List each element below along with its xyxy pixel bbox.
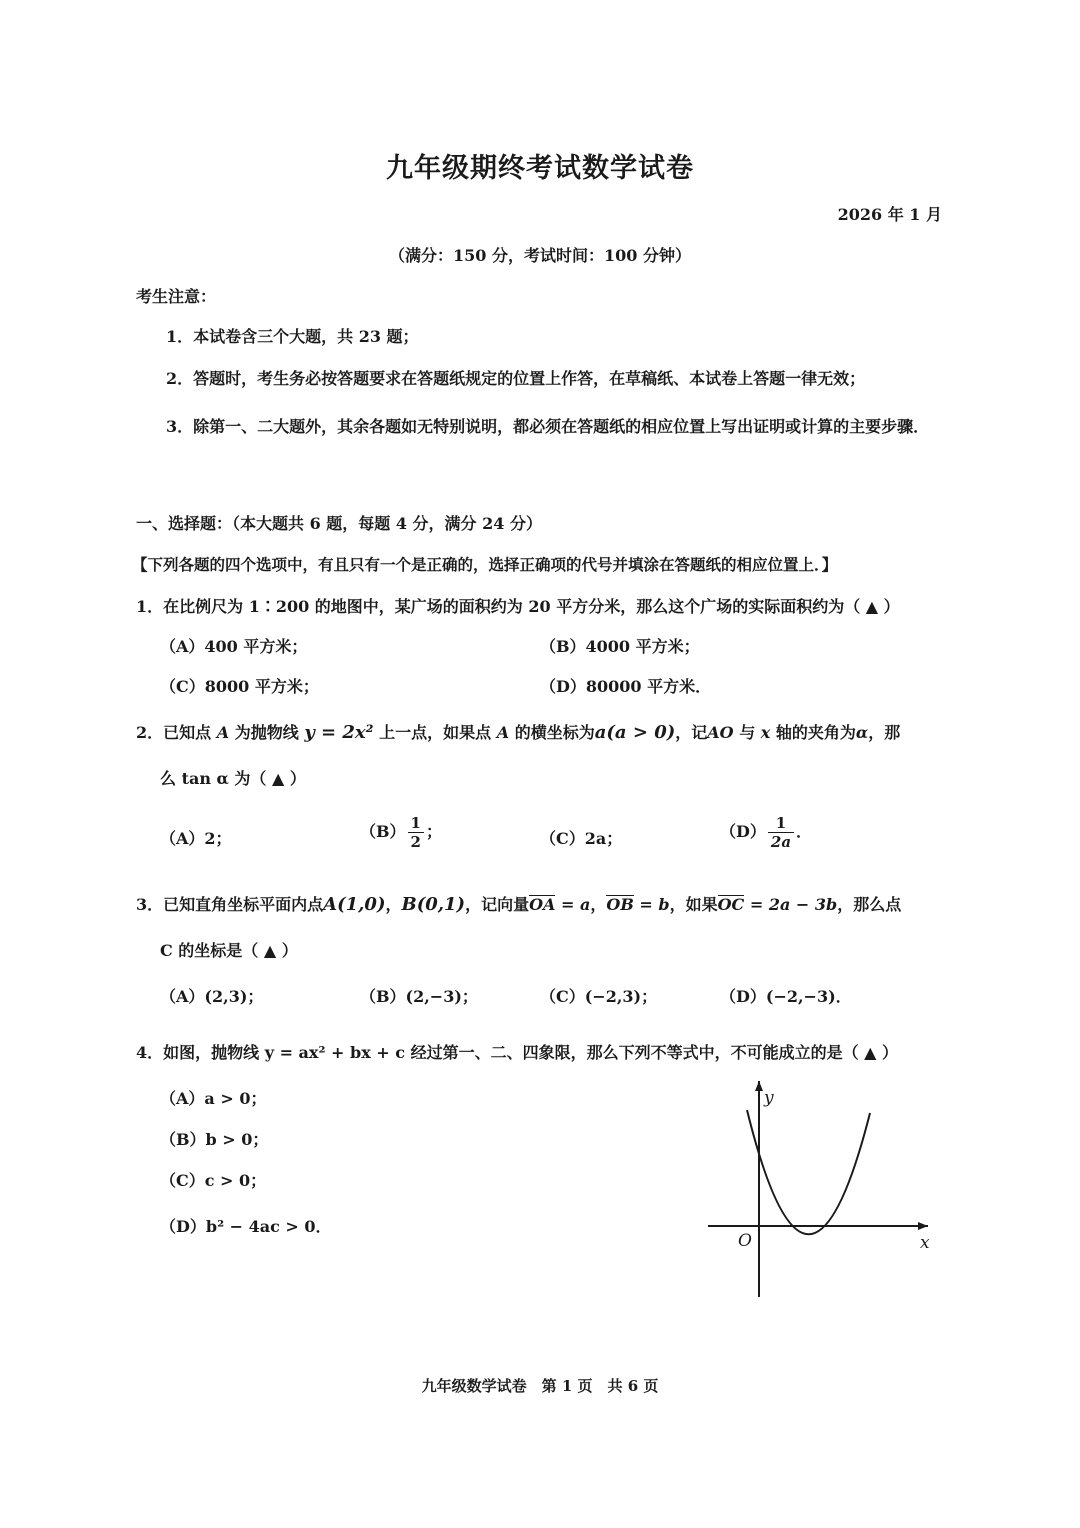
question-3-option-c: （C）(−2,3)； [540, 987, 658, 1006]
x-axis-arrow [918, 1222, 928, 1230]
y-axis-arrow [755, 1081, 763, 1091]
q3-eq-b: = b [639, 895, 670, 914]
question-1-option-c: （C）8000 平方米； [160, 677, 319, 696]
q2-optd-fraction [768, 814, 794, 851]
question-3-option-b: （B）(2,−3)； [360, 987, 478, 1006]
exam-date: 2026 年 1 月 [837, 205, 942, 224]
q2-ao: AO [707, 723, 734, 742]
q2-optb-den: 2 [410, 833, 421, 851]
question-3-text [136, 892, 901, 915]
question-4-option-b: （B）b > 0； [160, 1130, 269, 1149]
question-4-option-a: （A）a > 0； [160, 1089, 267, 1108]
q2-x: x [760, 723, 771, 742]
q2-part7: 轴的夹角为 [775, 723, 856, 742]
q3-part4: ，如果 [669, 895, 718, 914]
q3-part1: 已知直角坐标平面内点 [163, 895, 324, 914]
question-3-line2: C 的坐标是（ ▲ ） [160, 941, 298, 960]
q2-optd-den: 2a [770, 833, 792, 851]
q2-part4: 的横坐标为 [514, 723, 595, 742]
q2-alpha: α [855, 723, 869, 742]
q2-num: 2． [136, 723, 164, 742]
origin-label: O [738, 1231, 752, 1251]
q2-part8: ，那 [868, 723, 901, 742]
question-4-text: 4．如图，抛物线 y = ax² + bx + c 经过第一、二、四象限，那么下列不等式中，不可能成立的是（ ▲ ） [136, 1043, 899, 1062]
question-1-option-b: （B）4000 平方米； [540, 637, 700, 656]
question-2-option-d [720, 814, 812, 851]
q3-vector-oa: OA [529, 895, 556, 914]
q2-optb-fraction [408, 814, 424, 851]
q3-part5: ，那么点 [837, 895, 902, 914]
q2-optd-label: （D） [720, 822, 766, 841]
question-4-option-c: （C）c > 0； [160, 1171, 267, 1190]
q2-part2: 为抛物线 [234, 723, 299, 742]
q3-num: 3． [136, 895, 164, 914]
question-1-text: 1．在比例尺为 1∶200 的地图中，某广场的面积约为 20 平方分米，那么这个广场的实际面积约为（ ▲ ） [136, 597, 900, 616]
q2-point-a-2: A [496, 723, 510, 742]
q2-condition: a(a > 0) [594, 722, 676, 743]
exam-meta: （满分：150 分，考试时间：100 分钟） [389, 246, 691, 265]
parabola-graph [700, 1075, 940, 1305]
question-2-text [136, 720, 900, 743]
q3-vector-oc: OC [717, 895, 745, 914]
question-2-option-a: （A）2； [160, 829, 232, 848]
q3-eq-c: = 2a − 3b [749, 895, 838, 914]
q3-point-b: B(0,1) [401, 894, 466, 915]
q3-point-a: A(1,0) [323, 894, 386, 915]
question-3-option-a: （A）(2,3)； [160, 987, 264, 1006]
parabola-curve [747, 1110, 870, 1234]
q3-sep: ， [385, 895, 402, 914]
question-4-option-d: （D）b² − 4ac > 0． [160, 1217, 332, 1236]
section1-heading: 一、选择题：（本大题共 6 题，每题 4 分，满分 24 分） [136, 514, 542, 533]
question-2-option-b [360, 814, 442, 851]
notice-item-3: 3．除第一、二大题外，其余各题如无特别说明，都必须在答题纸的相应位置上写出证明或计算的主要步骤． [166, 417, 930, 436]
q3-part3: ， [590, 895, 607, 914]
q3-eq-a: = a [561, 895, 591, 914]
exam-title: 九年级期终考试数学试卷 [386, 153, 694, 184]
q2-optd-num: 1 [768, 814, 794, 833]
y-axis-label: y [764, 1088, 774, 1108]
question-1-option-a: （A）400 平方米； [160, 637, 308, 656]
q2-optd-end: ． [796, 822, 813, 841]
q2-optb-num: 1 [408, 814, 424, 833]
notice-item-1: 1．本试卷含三个大题，共 23 题； [166, 327, 419, 346]
q3-part2: ，记向量 [465, 895, 530, 914]
q2-point-a: A [216, 723, 230, 742]
q2-part1: 已知点 [163, 723, 212, 742]
notice-heading: 考生注意： [136, 287, 217, 306]
notice-item-2: 2．答题时，考生务必按答题要求在答题纸规定的位置上作答，在草稿纸、本试卷上答题一律无效； [166, 369, 866, 388]
question-1-option-d: （D）80000 平方米． [540, 677, 712, 696]
question-2-line2: 么 tan α 为（ ▲ ） [160, 769, 306, 788]
q2-optb-end: ； [425, 822, 442, 841]
section1-instruction: 【下列各题的四个选项中，有且只有一个是正确的，选择正确项的代号并填涂在答题纸的相应位置上．】 [132, 555, 838, 574]
q2-parabola-eq: y = 2x² [304, 722, 374, 743]
q2-part5: ，记 [675, 723, 708, 742]
q3-vector-ob: OB [606, 895, 634, 914]
q2-part6: 与 [739, 723, 756, 742]
q2-optb-label: （B） [360, 822, 406, 841]
q2-part3: 上一点，如果点 [379, 723, 492, 742]
x-axis-label: x [920, 1233, 930, 1253]
page-footer: 九年级数学试卷 第 1 页 共 6 页 [421, 1377, 659, 1395]
question-2-option-c: （C）2a； [540, 829, 623, 848]
question-3-option-d: （D）(−2,−3)． [720, 987, 852, 1006]
